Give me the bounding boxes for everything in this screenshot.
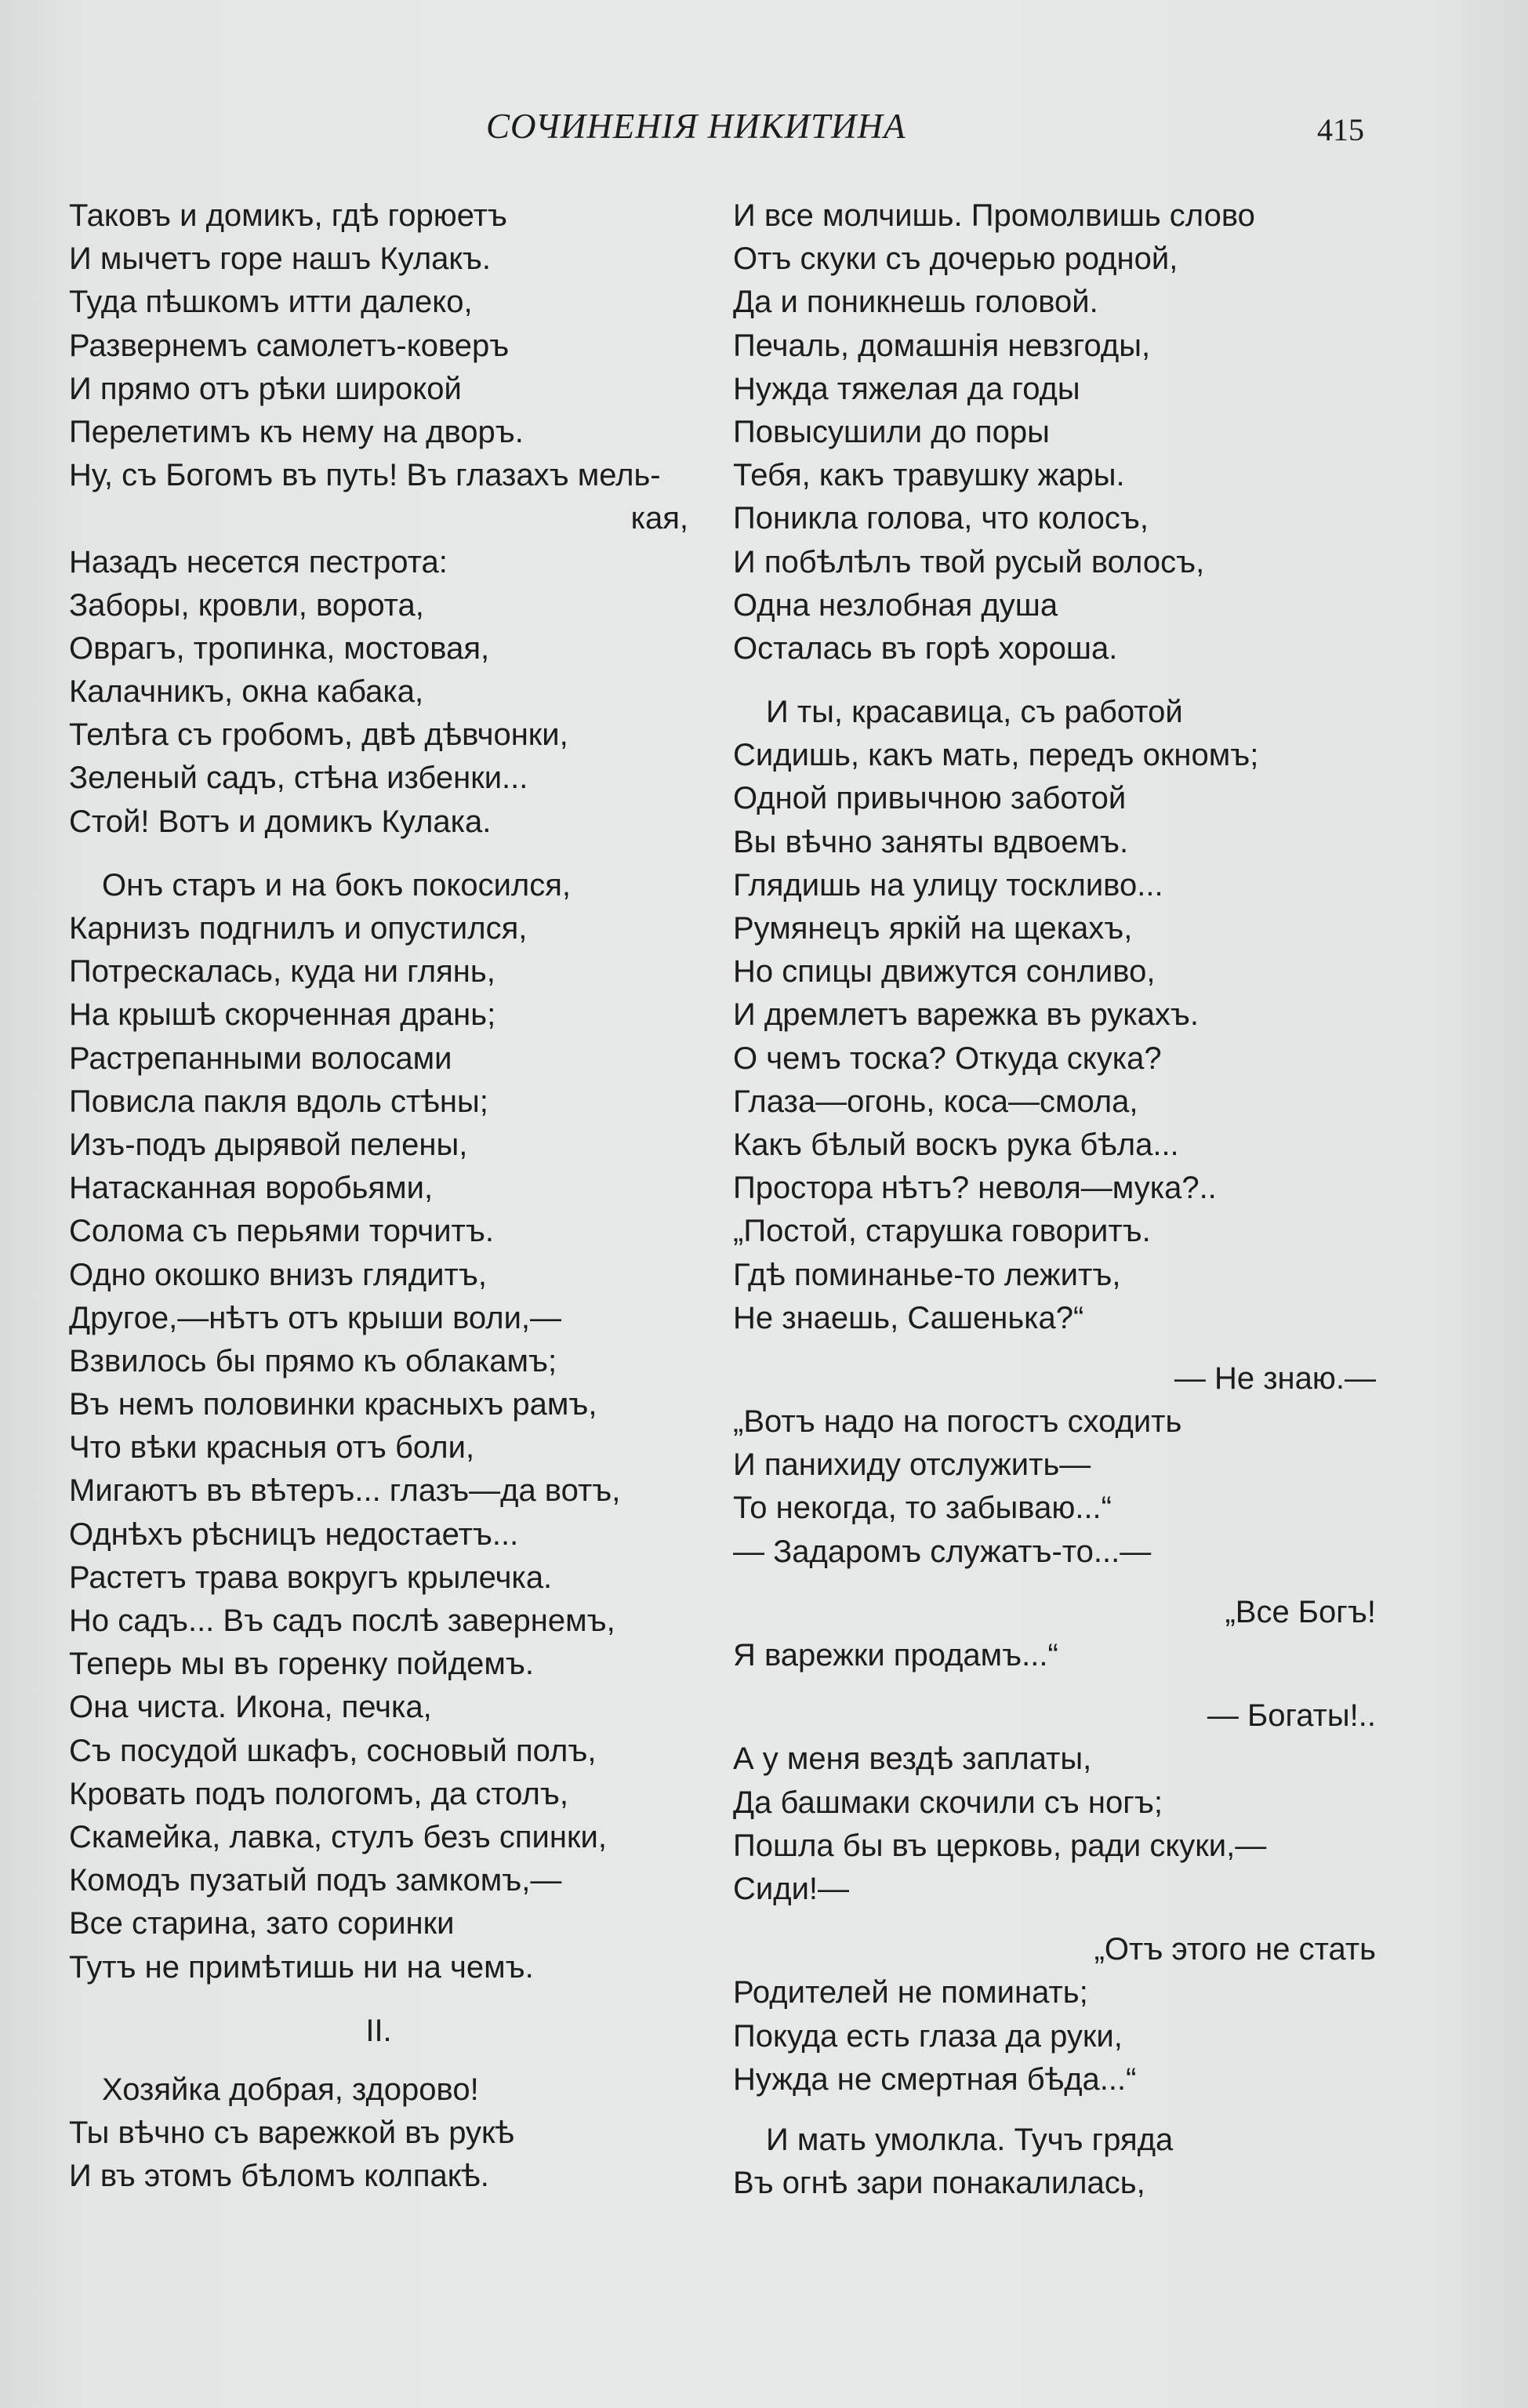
verse-line: Да башмаки скочили съ ногъ; (733, 1785, 1163, 1820)
verse-line: Сиди!— (733, 1871, 850, 1906)
verse-line: Но садъ... Въ садъ послѣ завернемъ, (69, 1604, 615, 1638)
verse-line: Повисла пакля вдоль стѣны; (69, 1084, 488, 1119)
page-number: 415 (1317, 112, 1364, 147)
verse-line: Что вѣки красныя отъ боли, (69, 1430, 475, 1466)
verse-line-continuation: кая, (630, 501, 688, 536)
verse-line: И все молчишь. Промолвишь слово (733, 198, 1255, 233)
verse-line: Ты вѣчно съ варежкой въ рукѣ (69, 2116, 515, 2151)
verse-line: Покуда есть глаза да руки, (733, 2018, 1123, 2054)
verse-line-reply: „Все Богъ! (1225, 1594, 1376, 1629)
verse-line: Заборы, кровли, ворота, (69, 587, 424, 623)
verse-line: Однѣхъ рѣсницъ недостаетъ... (69, 1516, 519, 1552)
verse-line: Теперь мы въ горенку пойдемъ. (69, 1647, 534, 1682)
verse-line: Одно окошко внизъ глядитъ, (69, 1257, 487, 1292)
verse-line: Скамейка, лавка, стулъ безъ спинки, (69, 1819, 607, 1854)
verse-line: Развернемъ самолетъ-коверъ (69, 328, 510, 363)
verse-line: Тебя, какъ травушку жары. (733, 458, 1125, 493)
verse-line: И прямо отъ рѣки широкой (69, 371, 462, 406)
verse-line: Повысушили до поры (733, 414, 1050, 449)
left-column (69, 194, 688, 2198)
verse-line: Одной привычною заботой (733, 781, 1127, 816)
verse-line: Стой! Вотъ и домикъ Кулака. (69, 804, 492, 839)
verse-line: Солома съ перьями торчитъ. (69, 1214, 494, 1249)
verse-line: И мычетъ горе нашъ Кулакъ. (69, 242, 492, 277)
right-column (733, 194, 1376, 2205)
verse-line: И дремлетъ варежка въ рукахъ. (733, 997, 1200, 1033)
verse-line: Онъ старъ и на бокъ покосился, (102, 867, 572, 903)
verse-line: Потрескалась, куда ни глянь, (69, 954, 495, 990)
verse-line: „Постой, старушка говоритъ. (733, 1214, 1151, 1249)
verse-line: Румянецъ яркій на щекахъ, (733, 911, 1133, 946)
verse-line: Я варежки продамъ...“ (733, 1638, 1058, 1673)
verse-line: Поникла голова, что колосъ, (733, 501, 1149, 536)
verse-line-reply: „Отъ этого не стать (1094, 1932, 1376, 1967)
section-number: II. (365, 2013, 392, 2048)
verse-line: Оврагъ, тропинка, мостовая, (69, 630, 490, 666)
verse-line: Карнизъ подгнилъ и опустился, (69, 911, 528, 946)
verse-line: Печаль, домашнія невзгоды, (733, 328, 1151, 363)
verse-line: Мигаютъ въ вѣтеръ... глазъ—да вотъ, (69, 1473, 621, 1509)
verse-line: Отъ скуки съ дочерью родной, (733, 242, 1178, 277)
verse-line: Туда пѣшкомъ итти далеко, (69, 285, 473, 320)
verse-line: О чемъ тоска? Откуда скука? (733, 1041, 1162, 1076)
verse-line: И побѣлѣлъ твой русый волосъ, (733, 544, 1205, 579)
verse-line: Комодъ пузатый подъ замкомъ,— (69, 1863, 562, 1898)
verse-line: Вы вѣчно заняты вдвоемъ. (733, 824, 1129, 859)
running-title: СОЧИНЕНІЯ НИКИТИНА (486, 107, 906, 146)
verse-line: Глядишь на улицу тоскливо... (733, 867, 1163, 903)
verse-line: Ну, съ Богомъ въ путь! Въ глазахъ мель- (69, 458, 661, 493)
verse-line: Перелетимъ къ нему на дворъ. (69, 414, 524, 449)
verse-line: Натасканная воробьями, (69, 1171, 434, 1206)
verse-line: Съ посудой шкафъ, сосновый полъ, (69, 1733, 597, 1768)
verse-line-reply: — Богаты!.. (1207, 1698, 1376, 1734)
verse-line: И ты, красавица, съ работой (766, 695, 1183, 730)
verse-line: А у меня вездѣ заплаты, (733, 1742, 1092, 1777)
verse-line: Таковъ и домикъ, гдѣ горюетъ (69, 198, 507, 233)
verse-line: Не знаешь, Сашенька?“ (733, 1300, 1084, 1335)
verse-line: — Задаромъ служатъ-то...— (733, 1534, 1152, 1569)
verse-line: Нужда не смертная бѣда...“ (733, 2061, 1137, 2097)
verse-line: И панихиду отслужить— (733, 1447, 1091, 1483)
verse-line: Нужда тяжелая да годы (733, 371, 1080, 406)
verse-line: Да и поникнешь головой. (733, 285, 1098, 320)
verse-line: Какъ бѣлый воскъ рука бѣла... (733, 1127, 1179, 1162)
verse-line: Калачникъ, окна кабака, (69, 674, 424, 710)
verse-line: Растрепанными волосами (69, 1041, 452, 1076)
verse-line: Осталась въ горѣ хороша. (733, 630, 1118, 666)
verse-line: И въ этомъ бѣломъ колпакѣ. (69, 2159, 489, 2194)
verse-line: Родителей не поминать; (733, 1975, 1088, 2010)
verse-line: „Вотъ надо на погостъ сходить (733, 1404, 1182, 1440)
verse-line: Кровать подъ пологомъ, да столъ, (69, 1776, 568, 1811)
verse-line: И мать умолкла. Тучъ гряда (766, 2122, 1174, 2157)
verse-line: Зеленый садъ, стѣна избенки... (69, 761, 528, 796)
verse-line: Въ немъ половинки красныхъ рамъ, (69, 1387, 597, 1422)
verse-line: Тутъ не примѣтишь ни на чемъ. (69, 1949, 534, 1985)
verse-line: Телѣга съ гробомъ, двѣ дѣвчонки, (69, 717, 568, 753)
verse-line: Въ огнѣ зари понакалилась, (733, 2166, 1145, 2201)
verse-line: Гдѣ поминанье-то лежитъ, (733, 1257, 1121, 1292)
verse-line: На крышѣ скорченная дрань; (69, 997, 496, 1033)
verse-line-reply: — Не знаю.— (1174, 1360, 1376, 1396)
verse-line: Другое,—нѣтъ отъ крыши воли,— (69, 1300, 562, 1335)
verse-line: Изъ-подъ дырявой пелены, (69, 1127, 468, 1162)
verse-line: Одна незлобная душа (733, 587, 1058, 623)
verse-line: Она чиста. Икона, печка, (69, 1690, 432, 1725)
verse-line: То некогда, то забываю...“ (733, 1491, 1112, 1526)
verse-line: Сидишь, какъ мать, передъ окномъ; (733, 738, 1259, 773)
verse-line: Взвилось бы прямо къ облакамъ; (69, 1343, 557, 1378)
verse-line: Назадъ несется пестрота: (69, 544, 448, 579)
verse-line: Хозяйка добрая, здорово! (102, 2072, 479, 2107)
verse-line: Растетъ трава вокругъ крылечка. (69, 1560, 553, 1595)
verse-line: Глаза—огонь, коса—смола, (733, 1084, 1138, 1119)
verse-line: Простора нѣтъ? неволя—мука?.. (733, 1171, 1217, 1206)
verse-line: Но спицы движутся сонливо, (733, 954, 1156, 990)
verse-line: Все старина, зато соринки (69, 1906, 455, 1941)
verse-line: Пошла бы въ церковь, ради скуки,— (733, 1828, 1267, 1863)
